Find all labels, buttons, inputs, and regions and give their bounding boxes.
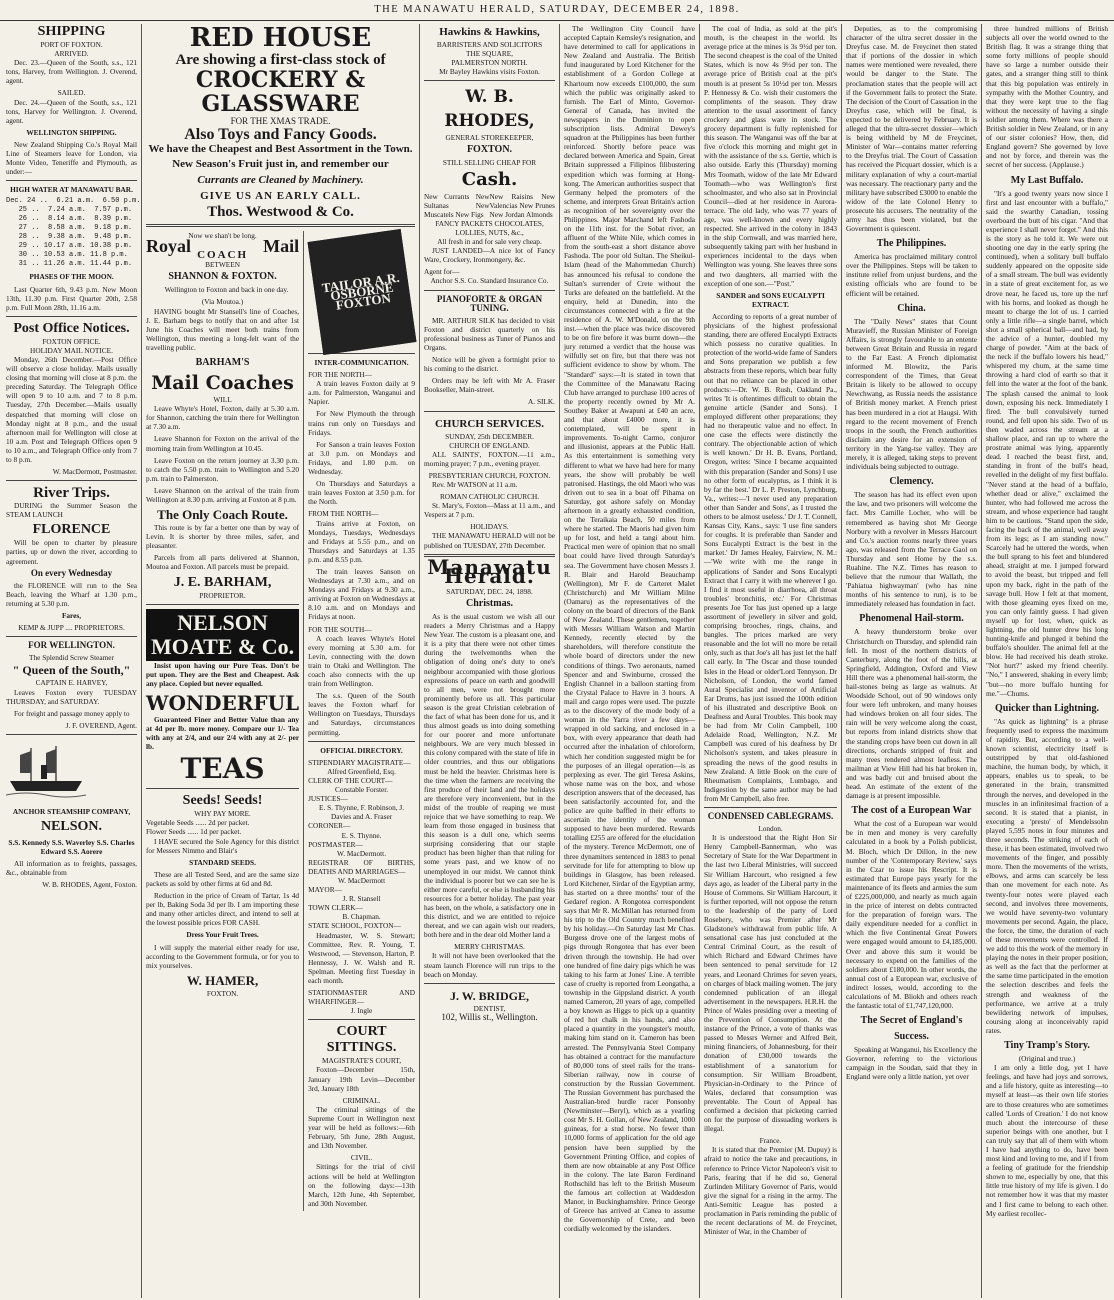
north-1: A train leaves Foxton daily at 9 a.m. for Palmerston, Wanganui and Napier. (308, 379, 415, 407)
coach-line-2: Leave Shannon for Foxton on the arrival of the morning train from Wellington at 10.45. (146, 434, 300, 453)
early-call-text: GIVE US AN EARLY CALL. (200, 190, 361, 202)
storekeeper: GENERAL STOREKEEPER, (445, 133, 534, 143)
will-word: WILL (213, 395, 232, 405)
steamship-icon (6, 743, 86, 798)
silk-notice: Notice will be given a fortnight prior to his coming to the district. (424, 355, 555, 374)
holiday-mail-heading: HOLIDAY MAIL NOTICE. (30, 345, 113, 355)
north-4: On Thursdays and Saturdays a train leaves Foxton at 3.50 p.m. for the North. (308, 479, 415, 507)
rhodes-agent: W. B. RHODES, Agent, Foxton. (42, 880, 137, 890)
success-text: Speaking at Wanganui, his Excellency the Governor, referring to the victorious campaign in the Soudan, said that they in England were only a little nation, yet over (846, 1045, 977, 1082)
proprietor-word: PROPRIETOR. (199, 590, 246, 600)
divider (6, 180, 137, 181)
coach-advert (146, 231, 304, 1211)
goods-list (424, 192, 555, 219)
moon-text: Last Quarter 6th, 9.43 p.m. New Moon 13th, 11.30 p.m. First Quarter 20th, 2.58 p.m. Full Moon 28th, 11.16 a.m. (6, 284, 137, 312)
criminal-heading: CRIMINAL. (342, 1095, 381, 1105)
cash-word: Cash. (461, 168, 518, 190)
divider (146, 788, 299, 789)
presbyterian-text: Rev. Mr WATSON at 11 a.m. (432, 480, 518, 489)
still-selling: STILL SELLING CHEAP FOR (442, 158, 537, 168)
crockery-heading: CROCKERY & GLASSWARE (195, 67, 366, 117)
seeds-heading: Seeds! Seeds! (182, 793, 263, 809)
sailed-text: Dec. 24.—Queen of the South, s.s., 121 tons, Harvey for Wellington. J. Overend, agent. (6, 97, 137, 125)
dentist-address: 102, Willis st., Wellington. (441, 1011, 538, 1022)
france-heading: France. (759, 1136, 782, 1146)
christmas-text: As is the usual custom we wish all our readers a Merry Christmas and a Happy New Year. The custom is a pleasant one, and it is a pity that there were not other times during the twelvemonths when the obligation of doing one's duty to one's neighbour accompanied with those glorious expressions of peace on earth and goodwill to all men, were not brought more prominently before us all. This particular season is the great Christian celebration of the fact of what has been done for us, and it thus almost goads us into doing something for our poorer and more unfortunate neighbours. We are very much blessed in this colony compared with the state of life in older countries, and thus our obligations must be held the heavier. Christmas here is the time when the farmers are receiving the first produce of their land and the holidays are therefore very inconvenient, but in the midst of the trouble of reaping we must rejoice that we have something to reap. We learn from those engaged in business that this season is a dull one, which seems surprising considering that our staple product has been higher than that ruling for some years past, and we know of no unemployed in our midst. We cannot think the individual is poorer but we can see he is either more careful, or else is husbanding his resources for a better holiday. The past year has been, on the whole, a satisfactory one in this district, and we are entitled to rejoice thereat, and we can again wish our readers, both here and in the dear old Mother land a (424, 611, 555, 940)
wednesday-heading: On every Wednesday (30, 567, 113, 578)
divider (308, 1019, 415, 1020)
cablegrams-heading: CONDENSED CABLEGRAMS. (707, 810, 834, 821)
flower-seeds: Flower Seeds ...... 1d per packet. (146, 827, 242, 837)
church-of-england: CHURCH OF ENGLAND. (449, 440, 530, 450)
from-north-text: Trains arrive at Foxton, on Mondays, Tuesdays, Wednesdays and Fridays at 5.55 p.m., and on Thursdays and Saturdays at 1.35 p.m. and 8.55 p.m. (308, 518, 415, 564)
justices-label: JUSTICES— (308, 794, 348, 804)
via-text: (Via Moutoa.) (201, 297, 244, 307)
divider (6, 480, 137, 481)
school-label: STATE SCHOOL, FOXTON— (308, 921, 401, 931)
column-advertisements (142, 24, 420, 1298)
mayor-value: J. R. Stansell (342, 894, 381, 904)
postmaster-signature: W. MacDermott, Postmaster. (52, 467, 137, 477)
buffalo-text: "It's a good twenty years now since I first and last encounter with a buffalo," said the swarthy Canadian, tossing overboard the butt of his cigar. "And that experience I shall never forget." And this is the story as he told it. We were out shooting one day in the early spring (he continued), when a solitary bull buffalo suddenly appeared on the opposite side of a small stream. The bull was evidently in a state of great excitement for, as we drove near, he faced us, tore up the turf with his horns, and looked as though he meant to charge the lot of us. I carried only a little rifle—a single barrel, which shot a small spherical ball—and had, by the advice of a hunter, doubled my charge of powder. "Aim at the back of the neck if the buffalo lowers his head," whispered my chum, at the same time throwing a hard clod of earth so that it fell into the water at the foot of the bank. The splash caused the animal to look down, exposing his neck. Immediately I fired. The bull convulsively turned round, and fell upon his side. Two of us then waded across the stream at a shallow place, and ran up to where the prostrate animal was lying, apparently dead. I reached the beast first, and, standing in front of the bull's head, revelled in the delight of my first buffalo. "Never stand at the head of a buffalo, whether dead or alive," exclaimed the hunter, who had followed me across the stream, and whose experience had taught him to be cautious. "Stand upon the side, facing the back of the animal, well away from its legs; as I am standing now." Scarcely had he uttered the words, when the bull sprang to his feet and blundered ahead, straight at me. I jumped forward to avoid the beast, but tripped and fell upon my back, right in the path of the savage bull. How I felt at that moment, with those gleaming eyes fixed on me, you can only faintly guess. I had given myself up for lost, when, quick as lightning, the old hunter drew his long hunting-knife and plunged it behind the buffalo's shoulder. The animal fell at the blow. He had received his death stroke. "Not hurt?" asked my friend cheerily. "No," I answered, shaking in every limb; "but—no more buffalo hunting for me."—Chums. (986, 188, 1108, 698)
royal-word: Royal (146, 236, 191, 257)
insist-text: Insist upon having our Pure Teas. Don't be put upon. They are the Best and Cheapest. Ask any place. Copied but never equalled. (146, 660, 300, 688)
divider (146, 224, 415, 227)
london-heading: London. (758, 824, 783, 834)
queen-of-the-south: " Queen of the South," (12, 663, 131, 678)
bridge-name: J. W. BRIDGE, (449, 988, 530, 1003)
divider (6, 636, 137, 637)
war-cost-text: What the cost of a European war would be in men and money is very carefully calculated in a book by a Polish publicist, M. Bloch, which Dr Dillon, in the new number of the 'Contemporary Review,' says in the Czar to issue his Rescript. It is estimated that Europe pays yearly for the maintenance of its fleets and armies the sum of £225,000,000, and nearly as much again in the price of interest on debts contracted for the preparation of foreign wars. The daily expenditure needed for a conflict in which the five Continental Great Powers were engaged would amount to £4,185,000. Over and above this sum it would be necessary to expend on the families of the soldiers about £180,000. In other words, the annual cost of a European war, exclusive of indirect losses, would, according to the calculations of M. Bliokh and others reach the fantastic total of £1,747,120,000. (846, 819, 977, 1011)
town-clerk-value: B. Chapman. (342, 912, 381, 922)
sailed-heading: SAILED. (57, 88, 86, 98)
arrived-text: Dec. 23.—Queen of the South, s.s., 121 tons, Harvey, from Wellington. J. Overend, agent. (6, 58, 137, 86)
tide-heading: HIGH WATER AT MANAWATU BAR. (10, 185, 133, 195)
column-stories (982, 24, 1112, 1298)
coroner-value: E. S. Thynne. (341, 830, 382, 840)
silk-orders: Orders may be left with Mr A. Fraser Bookseller, Main-street. (424, 376, 555, 395)
town-clerk-label: TOWN CLERK— (308, 903, 363, 913)
sanson-text: The train leaves Sanson on Wednesdays at 7.30 a.m., and on Mondays and Fridays at 9.30 a.m., arriving at Foxton on Wednesdays at 8.10 a.m. and on Mondays and Fridays at noon. (308, 566, 415, 622)
column-editorial (420, 24, 560, 1298)
from-north: FROM THE NORTH— (308, 509, 379, 519)
tramp-sub: (Original and true.) (1018, 1054, 1076, 1064)
tailor-and-directory (304, 231, 415, 1211)
philippines-heading: The Philippines. (876, 238, 947, 250)
tramp-heading: Tiny Tramp's Story. (1004, 1040, 1090, 1052)
shaking-text: Now we shan't be long. (188, 231, 257, 240)
wellington-shipping-heading: WELLINGTON SHIPPING. (26, 127, 117, 137)
splendid-steamer: The Splendid Screw Steamer (29, 653, 114, 663)
for-north: FOR THE NORTH— (308, 370, 372, 380)
herald-notice: THE MANAWATU HERALD will not be published on TUESDAY, 27th December. (424, 531, 555, 550)
church-services-heading: CHURCH SERVICES. (434, 417, 545, 430)
dress-trees: Dress Your Fruit Trees. (186, 930, 259, 940)
divider (424, 983, 555, 984)
north-3: For Sanson a train leaves Foxton at 3.0 p.m. on Mondays and Fridays, and 1.80 p.m. on Wednesday. (308, 439, 415, 477)
quicker-text: "As quick as lightning" is a phrase frequently used to express the maximum of rapidity. But, according to a well-known scientist, electricity itself is outstripped by that old-fashioned machine, the human body, by which, it appears, enables us to speak, to be generated in the brain, transmitted through the nerves, and developed in the muscles in an infinitesimal fraction of a second. It is stated that a pianist, in executing a 'presto' of Mendelssohn played 5,595 notes in four minutes and three seconds. The striking of each of these, it has been estimated, involved two movements of the finger, and possibly more. Then the movements of the wrists, elbows, and arms can scarcely be less than one movement for each note. As twenty-four notes were played each second, and involves three movements, we would have seventy-two voluntary movements per second. Again, the place, the force, the time, the duration of each of these movements were controlled. If we add to this the work of the memory in playing the notes in their proper position, as well as the fact that the performer at the same time participated in the emotion the selection describes and feels the strength and weakness of the performance, we arrive at a truly bewildering network of impulses, coursing along at inconceivably rapid rates. (986, 716, 1108, 1035)
info-text: All information as to freights, passages, &c., obtainable from (6, 859, 137, 878)
magistrates-dates: Foxton—December 15th, January 19th Levin—December 3rd, January 18th (308, 1065, 415, 1093)
war-cost-heading: The cost of a European War (851, 805, 972, 817)
xmas-text: FOR THE XMAS TRADE. (230, 116, 331, 126)
registrar-label: REGISTRAR OF BIRTHS, DEATHS AND MARRIAGES— (308, 857, 415, 876)
registrar-value: W. MacDermott (337, 875, 386, 885)
anchor-company: ANCHOR STEAMSHIP COMPANY, (12, 806, 131, 816)
sanders-text: According to reports of a great number of physicians of the highest professional standing, there are offered Eucalypti Extracts which possess no curative qualities. In protection of the world-wide fame of Sanders and Sons preparation we publish a few abstracts from these reports, which bear fully out that no reliance can be placed in other products:—Dr. W. B. Rush, Oakland Pa., writes 'It is oftentimes difficult to obtain the genuine article (Sander and Sons). I employed different other preparations; they had no therapeutic value and no effect. In one case the effects were distinctly the contrary. The objectionable action of which is well known.' Dr H. B. Evans, Portland, Oregon, writes: 'Since I became acquainted with this preparation (Sander and Sons) I use no other form of eucalyptus, as I think it is by far the best.' Dr L. P. Preston, Lynchburg, Va., writes:—'I never used any preparation other than Sander and Sons', as I trusted the others to be almost useless.' Dr J. T. Connell, Kansas City, Kans., says: 'I use fine sanders for coughs. It is preferable than Sander and Sons Eucalypti Extract is the best in the market.' Dr James Healey, Fairview, N. M.:—'We write with me the range in applications of Sander and Sons Eucalypti Extract that I carry it with me wherever I go. I find it most useful in diarrhoea, all throat troubles' bronchitis, etc.' For Christmas presents Joe Tor has just opened up a large assortment of jewellery in silver and gold, comprising brooches, rings, chains, and bangles. The prices marked are very reasonable and the lot will no more be retail only, such as that Joe's all has just let the half call early. In 'The Oscar and those tounded Isles in the Head or older'Lord Tennyson. Dr Nicholson, of London, the world famed Aural Specialist and inventor of Artificial Ear Drums, has just issued the 100th edition of his illustrated and descriptive Book on Deafness and Aural Troubles. This book may be had from Mr Colin Campbell, 100 Adelaide Road, Wellington, N.Z. Mr Campbell was cured of his deafness by Dr Nicholson's system, and takes pleasure in spreading the news of the good results in New Zealand. A little Book on the cure of Rheumatism Complaints, Lumbago, and Indigestion by the same author may be had from Mr Campbell, also free. (704, 311, 837, 803)
agent-for: Agent for— (424, 267, 460, 277)
silk-signature: A. SILK. (528, 397, 555, 407)
coach-line-4: Leave Shannon on the arrival of the train from Wellington at 8.30 p.m. arriving at Foxton at 8 p.m. (146, 485, 300, 504)
local-news-text: The Wellington City Council have accepted Captain Kemsley's resignation, and have determined to call for applications in New Zealand and Australia. The British fund inaugurated by Lord Kitchener for the establishment of a Gordon College at Khartoum now exceeds £100,000, the sum which the public was originally asked to furnish. The Earl of Minto, Governor-General of Canada, has invited the newspapers in the Dominion to open subscription lists. Admiral Dewey's squadron at the Philippines has been further reinforced. Shortly before peace was declared between America and Spain, Great Britain suppressed a Filipinos filibustering expedition which was forming at Hong-kong. The American authorities suspect that Germany helped the promoters of the scheme, and interprets Great Britain's action as recognition of her sovereignty over the Philippines. Major Marchand left Fashoda on the 11th inst. for the Sobat river, an affluent of the White Nile, which comes in from the south-east a short distance above Fashoda. The poor old Sultan. The Sheikul-Islam (head of the Mahommedan Church) has announced his refusal to condone the Sultan's surrender of Crete without the Turks are defeated on the battlefield. At the enquiry, held at Dunedin, into the circumstances connected with a fire at the residence of A. W. M'Donald, on the 9th inst.—when the place was twice discovered to be on fire before it was burnt down—the jury returned a verdict that the house was wilfully set on fire, but that there was not sufficient evidence to show by whom. The "Standard" says:—It is stated in town that the Committee of the Manawatu Racing Club have arranged to purchase 100 acres of the property recently owned by Mr A. Southey Baker at Awapuni at £40 an acre, and that about £4000 more, it is contemplated, will be spent in improvements. To-night Carmo, conjuror and illusionist, appears at the Public Hall. As this entertainment is something very different to what we have had here for many years, the show will probably be well patronised. Hastings, the old Maori who was driven out to sea in a boat off Pihama on Saturday, got ashore safely on Monday afternoon in a greatly exhausted condition, on the Teraikaia Beach, 50 miles from where he started. The Maoris had given him up for lost, and held a tangi about him. Practical men were of opinion that no small boat could have lived through Saturday's sea. The Government have chosen Messrs J. R. Blair and Harold Beauchamp (Wellington), Mr F. de Carteret Malet (Christchurch) and Mr William Milne (Oamaru) as the representatives of the colony on the board of directors of the Bank of New Zealand. These gentlemen, together with Messrs William Watson and Martin Kennedy, recently elected by the shareholders, will therefore constitute the whole board of directors under the new conditions of things. Two aeronauts, named Spencer and and Swinburne, crossed the English Channel in a balloon starting from the Crystal Palace to Havre in 3 hours. A mail and cargo ropes were used. The puzzle as to the discovery of the mode body of a woman in the Yarra river a few days—wrapped in old sacking, and enclosed in a box, with every appearance that death had occurred after the inhalation of chloroform, which her condition suggested might be for the purposes of an illegal operation—is as perplexing as ever. The girl Teresa Askins, whose name was on the box, and whose description answers that of the deceased, has been satisfactorily accounted for, and the police are quite baffled in their efforts to ascertain the identity of the woman supposed to have been murdered. Rewards totalling £255 are offered for the elucidation of the mystery. Terence McDermott, one of three dynamiters sentenced in 1883 to penal servitude for life for attempting to blow up buildings in Glasgow, has been released. Lord Kitchener, Sirdar of the Egyptian army, has started on a three months' tour of the Gedaref region. A Rongotea correspondent says that Mr R. McMillan has returned from his trip to the Old Country much benefited by his holiday.—On Saturday last Mr Chas. Burgess drove one of the largest mobs of pigs through Rongotea that has ever been driven through the township. He had over one hundred of fine dairy pigs which he was taking to his farm at Jones' Line. A terrible case of cruelty is reported from Leongatha, a township in the Gippsland district. A youth named Cameron, 20 years of age, compelled a boy known as Higgs to pick up a quantity of red hot chalk in his hands, and also placed a quantity in the youngster's mouth, making him stand on it. Cameron has been arrested. The Pennsylvania Steel Company has obtained a contract for the manufacture of 80,000 tons of steel rails for the trans-Siberian railway, now in course of construction by the Russian Government. The Russian Government has purchased the Australian-bred hurdle racer Ponsonby (Newminster—Beryl), which as a yearling cost Mr S. H. Gollan, of New Zealand, 1000 guineas, for a stud horse. No fewer than 10,000 forms of application for the old age pension have been supplied by the Government Printing Office, and copies of them are now obtainable at any Post Office in the colony. The late Baron Ferdinand Rothschild has left to the British Museum the famous art collection at Waddesdon Manor, in Buckinghamshire. Prince George of Greece has arrived at Canea to assume the Governorship of Crete, and been cordially welcomed by the islanders. (564, 24, 695, 1234)
palmerston: PALMERSTON NORTH. (451, 58, 528, 68)
sunday-date: SUNDAY, 25th DECEMBER. (445, 431, 534, 441)
sanders-heading: SANDER and SONS EUCALYPTI EXTRACT. (716, 290, 825, 309)
clerk-value: Constable Forster. (334, 785, 389, 795)
philippines-text: America has proclaimed military control over the Philippines. Steps will be taken to institute relief from unjust burdens, and the existing officials who are found to be efficient will be retained. (846, 252, 977, 298)
wellington-text: Wellington to Foxton and back in one day. (164, 285, 289, 295)
port-heading: PORT OF FOXTON. (40, 40, 103, 49)
dentist-word: DENTIST, (473, 1003, 506, 1013)
issue-date: SATURDAY, DEC. 24, 1898. (446, 586, 533, 596)
china-text: The "Daily News" states that Count Muravieff, the Russian Minister of Foreign Affairs, is strongly favourable to an entente between Great Britain and Russia in regard to the Far East. A French diplomatist informed M. Blowitz, the Paris correspondent of the Times, that Great Britain is likely to be allowed to occupy Newchwang, as Russia needs the assistance of British money market. A French priest has been murdered in a riot at Haugsi. With regard to the recent movement of French troops in the south, the French authorities disclaim any desire for an extension of territory in the Yang-tse valley. They are merely, it is alleged, taking steps to prevent individuals being subjected to outrage. (846, 316, 977, 472)
why-pay-more: WHY PAY MORE. (194, 809, 251, 819)
post-office-text: Monday, 26th December.—Post Office will observe a close holiday. Mails usually closing that morning will close at 8 p.m. the preceding Saturday. The Telegraph Office will open 9 to 10 a.m. and 7 to 8 p.m. Tuesday, 27th December.—Mails usually despatched that morning will close on Monday night at 8 p.m., and the usual afternoon mail for Wellington will close at 10 a.m. Post and Telegraph Offices open 9 to 10 a.m., and Telegraph Office only from 7 to 8 p.m. (6, 354, 137, 464)
station-value: J. Ingle (350, 1006, 373, 1016)
clemency-heading: Clemency. (889, 476, 934, 488)
dreyfus-text: Deputies, as to the compromising character of the ultra secret dossier in the Dreyfus case. M. de Freycinet then stated that if portions of the dossier in which names were mentioned were revealed, there would be danger to the State. The proclamation states that the people will act if the Government fails to protect the State. The decision of the Court of Cassation in the Dreyfus case, which will be final, is expected to be delivered by February. It is alleged that the ultra-secret dossier—which is being withheld by M de Freycinet, Minister of War—contains matter referring to the Dreyfus trial. The Court of Cassation has received the Picquart dossier, which is a military explanation of why a court-martial was necessary. The reactionary party and the military have subscribed £3000 to enable the widow of the late Colonel Henry to prosecute his accusers. The neutrality of the army has thus been violated, but the Government is quiescent. (846, 24, 977, 234)
florence-heading: FLORENCE (32, 522, 111, 538)
piano-tuning-heading: PIANOFORTE & ORGAN TUNING. (436, 293, 543, 313)
clerk-label: CLERK OF THE COURT— (308, 775, 393, 785)
divider (424, 411, 555, 412)
column-shipping (2, 24, 142, 1298)
presbyterian: PRESBYTERIAN CHURCH, FOXTON. (428, 470, 551, 480)
stip-label: STIPENDIARY MAGISTRATE— (308, 757, 411, 767)
south-1: A coach leaves Whyte's Hotel every morning at 5.30 a.m. for Levin, connecting with the down train to Otaki and Wellington. The coach also connects with the up train from Wellington. (308, 633, 415, 689)
official-directory-heading: OFFICIAL DIRECTORY. (320, 745, 403, 755)
buffalo-heading: My Last Buffalo. (1010, 174, 1084, 186)
clemency-text: The season has had its effect even upon the law, and two prisoners will welcome the fact. Mrs Camille Locher, who will be remembered as having shot Mr George Norbury with a revolver in Messrs Harcourt and Co.'s auction rooms nearly three years ago, was released from the Terrace Gaol on Thursday and sent Home by the s.s. Ruahine. The N.Z. Times has reason to believe that the rumour that Wallath, the 'Pahiatua highwayman' (who has nine months of his sentence to run), is to be immediately released has foundation in fact. (846, 490, 977, 609)
tailor-logo: TAILOR A.R. OSBORNE FOXTON (307, 229, 416, 355)
goods-right: New Raisins New Valencias New Prunes New Jordan Almonds (489, 191, 555, 219)
florence-text: Will be open to charter by pleasure parties, up or down the river, according to agreement. (6, 538, 137, 566)
only-coach-heading: The Only Coach Route. (157, 507, 288, 523)
parcels-text: Parcels from all parts delivered at Shannon, Moutoa and Foxton. All parcels must be prepaid. (146, 553, 300, 572)
secured-text: I HAVE secured the Sole Agency for this district for Messers Nimmo and Blair's (146, 836, 300, 855)
post-office-heading: Post Office Notices. (13, 320, 130, 336)
divider (308, 741, 415, 742)
success-heading: The Secret of England's Success. (860, 1015, 963, 1043)
postmaster-value: W. MacDermott. (337, 848, 387, 858)
nelson-heading: NELSON. (40, 819, 103, 835)
between-word: BETWEEN (205, 260, 240, 270)
divider (146, 604, 299, 605)
toys-text: Also Toys and Fancy Goods. (184, 126, 377, 143)
merry-christmas: MERRY CHRISTMAS. (454, 942, 525, 952)
reduction-text: Reduction in the price of Cream of Tartar, 1s 4d per lb, Baking Soda 3d per lb. I am importing these and many other articles direct, and intend to sell at the lowest possible prices FOR CASH. (146, 891, 300, 928)
tested-text: These are all Tested Seed, and are the same size packets as sold by other firms at 6d and 8d. (146, 869, 300, 888)
divider (704, 807, 837, 808)
quicker-heading: Quicker than Lightning. (994, 702, 1099, 714)
stip-value: Alfred Greenfield, Esq. (327, 766, 396, 776)
having-text: HAVING bought Mr Stansell's line of Coaches, J. E. Barham begs to notify that on and after 1st June his Coaches will meet both trains from Wellington, thus meeting a long-felt want of the travelling public. (146, 306, 300, 352)
criminal-text: The criminal sittings of the Supreme Court in Wellington next year will be held as follows:—6th February, 5th June, 28th August, and 13th November. (308, 1104, 415, 1151)
north-2: For New Plymouth the through trains run only on Tuesdays and Fridays. (308, 409, 415, 437)
agencies: Anchor S.S. Co. Standard Insurance Co. (430, 276, 549, 286)
barham-name: J. E. BARHAM, (173, 574, 272, 590)
closing-note: It will not have been overlooked that the steam launch Florence will run trips to the beach on Monday. (424, 951, 555, 979)
supply-text: I will supply the material either ready for use, according to the Government formula, or for you to mix yourselves. (146, 942, 300, 970)
leaves-text: Leaves Foxton every TUESDAY THURSDAY, and SATURDAY. (6, 687, 137, 706)
france-text: It is stated that the Premier (M. Dupuy) is afraid to notice the take and precautions, in reference to Prince Victor Napoleon's visit to Paris, fearing that if he did so, General Zurlinden Military Governor of Paris, would give the signal for a rising in the army. The Anti-Semitic League has posted a proclamation in Paris reminding the public of the recent declarations of M. de Freycinet, Minister of War, in the Chamber of (704, 1145, 837, 1237)
for-south: FOR THE SOUTH— (308, 624, 372, 634)
wednesday-text: the FLORENCE will run to the Sea Beach, leaving the Wharf at 1.30 p.m., returning at 5.30 p.m. (6, 580, 137, 608)
landed-text: JUST LANDED—A nice lot of Fancy Ware, Crockery, Ironmongery, &c. (424, 246, 555, 265)
civil-heading: CIVIL. (350, 1153, 373, 1163)
river-trips-text: DURING the Summer Season the STEAM LAUNCH (6, 501, 137, 520)
moon-heading: PHASES OF THE MOON. (29, 272, 114, 282)
christmas-heading: Christmas. (466, 597, 513, 609)
station-label: STATIONMASTER AND WHARFINGER— (308, 988, 415, 1007)
overend-agent: J. F. OVEREND, Agent. (65, 720, 137, 730)
river-trips-heading: River Trips. (33, 485, 110, 502)
fancy-packets: FANCY PACKETS CHOCOLATES, LOLLIES, NUTS, &c., (435, 218, 544, 237)
kemp-jupp: KEMP & JUPP .... PROPRIETORS. (18, 623, 125, 633)
foxton-word: FOXTON. (466, 144, 513, 156)
fares-heading: Fares, (61, 611, 82, 621)
ship-list: S.S. Kennedy S.S. Waverley S.S. Charles Edward S.S. Aorere (8, 838, 135, 857)
magistrates-court: MAGISTRATE'S COURT, (322, 1056, 402, 1066)
fresh-text: All fresh in and for sale very cheap. (437, 237, 542, 247)
shannon-foxton: SHANNON & FOXTON. (168, 271, 277, 283)
mayor-label: MAYOR— (308, 885, 342, 895)
hawkins-heading: Hawkins & Hawkins, (439, 26, 540, 38)
vegetable-seeds: Vegetable Seeds ...... 2d per packet. (146, 818, 250, 828)
success-continued: three hundred millions of British subjects all over the world owned to the British flag. It was a strange thing that some forty millions of people should have so large a number outside their gates, and a stranger thing still to think that this big population was entirely in sympathy with the Mother Country, and that they were kept true to the flag without the necessity of having a single soldier among them. Where was there a British soldier in New Zealand, or in any of our sister colonies? How, then, did England govern? She governed by love and not by force, and therein was the secret of her success. (Applause.) (986, 24, 1108, 170)
divider (424, 80, 555, 81)
hawkins-visits: Mr Bayley Hawkins visits Foxton. (439, 67, 540, 77)
route-text: This route is by far a better one than by way of Levin. It is shorter by three miles, safer, and pleasanter. (146, 523, 300, 551)
divider (6, 734, 137, 735)
goods-left: New Currants New Sultanas New Muscatels New Figs (424, 191, 490, 219)
standard-seeds: STANDARD SEEDS. (189, 857, 256, 867)
nelson-moate-logo: NELSON MOATE & Co. (146, 609, 299, 661)
coach-line-3: Leave Foxton on the return journey at 3.30 p.m. to catch the 5.50 p.m. train to Wellington and 5.20 p.m. train to Palmerston. (146, 455, 300, 483)
holidays-heading: HOLIDAYS. (470, 522, 509, 532)
barhams-heading: BARHAM'S (195, 357, 250, 369)
for-wellington-heading: FOR WELLINGTON. (28, 640, 115, 651)
wellington-shipping-text: New Zealand Shipping Co.'s Royal Mail Line of Steamers leave for London, via Monte Video, Teneriffe and Plymouth, as under:— (6, 139, 137, 177)
hamer-name: W. HAMER, (186, 972, 259, 988)
hailstorm-heading: Phenomenal Hail-storm. (859, 613, 964, 625)
silk-text: MR. ARTHUR SILK has decided to visit Foxton and district quarterly on his professional business as Tuner of Pianos and Organs. (424, 315, 555, 352)
currants-text: Currants are Cleaned by Machinery. (197, 174, 364, 186)
tramp-text: I am only a little dog, yet I have feelings, and have had joys and sorrows, and a life history, quite as interesting—to myself at least—as their own life stories are to those creatures who are sometimes called 'Lords of Creation.' I do not know much about the intercourse of these superior beings with one another, but I can truly say that all of them with whom I have had anything to do, have been most kind and loving to me, and if I from a feeling of gratitude for the friendship shown to me, especially by one, that this little true history of my life is given. I do not remember how it was that my master and I first came to belong to each other. My earliest recollec- (986, 1063, 1108, 1218)
civil-text: Sittings for the trial of civil actions will be held at Wellington on the following days:—13th March, 12th June, 4th September, and 30th November. (308, 1162, 415, 1208)
the-square: THE SQUARE, (465, 49, 514, 59)
paper-name: Manawatu Herald. (427, 554, 552, 588)
coach-line-1: Leave Whyte's Hotel, Foxton, daily at 5.30 a.m. for Shannon, catching the train there for Wellington at 7.30 a.m. (146, 404, 300, 432)
divider (6, 316, 137, 317)
post-office-sub: FOXTON OFFICE. (42, 336, 101, 346)
columns (2, 24, 1112, 1298)
cables-text: It is understood that the Right Hon Sir Henry Campbell-Bannerman, who was Secretary of State for the War Department in the last two Liberal Ministries, will succeed Sir William Harcourt, who resigned a few days ago, as leader of the Liberal party in the House of Commons. Sir William Harcourt, it is further reported, will not oppose the return to the leadership of the party of Lord Rosebery, who was Premier after Mr Gladstone's withdrawal from public life. A sensational case has just concluded at the Central Criminal Court, as the result of which Richard and Edward Chrimes have been sentenced to penal servitude for 12 years, and Leonard Chrimes for seven years, on charges of black mailing women. The jury condemned publication of an illegal advertisement in the newspapers. H.R.H. the Prince of Wales presiding over a meeting of the Prevention of Consumption. At the instance of the Prince, a vote of thanks was passed to Messrs Werner and Alfred Beit, mining financiers, of Johannesburg, for their donation of £30,000 towards the establishment of a sanatorium for consumption. Sir William Broadbent, Physician-in-Ordinary to the Prince of Wales, declared that consumption was preventable. The Court of Appeal has confirmed a decision that picketing carried on for the purpose of dissuading workers is illegal. (704, 833, 837, 1134)
fruit-text: New Season's Fruit just in, and remember our (172, 158, 389, 170)
column-foreign-news (842, 24, 982, 1298)
shipping-heading: SHIPPING (37, 24, 106, 39)
column-local-news (560, 24, 700, 1298)
westwood-name: Thos. Westwood & Co. (207, 204, 354, 220)
freight-text: For freight and passage money apply to (14, 708, 130, 718)
barristers: BARRISTERS AND SOLICITORS (436, 40, 543, 49)
mail-word: Mail (263, 236, 300, 257)
divider (424, 290, 555, 291)
china-heading: China. (897, 302, 926, 314)
red-house-heading: RED HOUSE (189, 24, 372, 53)
column-news-cables (700, 24, 842, 1298)
showing-text: Are showing a first-class stock of (175, 52, 386, 68)
hailstorm-text: A heavy thunderstorm broke over Christchurch on Thursday, and splendid rain fell. In most of the northern districts of Canterbury, along the foot of the hills, at Springfield, Addington, Oxford and View Hill there was a phenomenal hail-storm, the hail-stones being as large as walnuts. At Woodside School, out of 90 windows only four were left unbroken, and many houses had windows broken on all four sides. The rain will be very welcome along the coast, but reports from inland districts show that the standing crops have been cut down in all directions, orchards stripped of fruit and many trees rendered almost leafless. The mailman at View Hill had his hat broken in, and was badly cut and bruised about the head. An estimate of the extent of the damage is at present impossible. (846, 627, 977, 801)
all-saints: ALL SAINTS', FOXTON.—11 a.m., morning prayer; 7 p.m., evening prayer. (424, 449, 555, 468)
news-text: The coal of India, as sold at the pit's mouth, is the cheapest in the world. Its average price at the mines is 3s 9½d per ton. The second cheapest is the coal of the United States, which is now 4s 9½d per ton. The average price of British coal at the pit's mouth is at present 5s 10½d per ton. Messrs P. Hennessy & Co. wish their customers the compliments of the season. They draw attention to the usual assortment of fancy crockery and glass ware in stock. The grocery department is fully replenished for this season. The Wanganui was off the bar at five o'clock this morning and might get in with the assistance of the s.s. Gertie, which is also outside. Early this (Thursday) morning Mrs Toomath, widow of the late Mr Edward Toomath—who was Wellington's first schoolmaster, and who also sat in Provincial Council—died at her residence in Aurora-terrace. The old lady, who was 77 years of age, was well-known and every highly respected. She arrived in the colony in 1843 in the ship Cornwall, and was married here, subsequently taking part with her husband in experiences incidental to the days when Wellington was young. She leaves three sons and two daughters, all married with the exception of one son.—"Post." (704, 24, 837, 288)
wonderful-heading: WONDERFUL (146, 690, 300, 715)
rhodes-heading: W. B. RHODES, (444, 87, 535, 132)
hamer-town: FOXTON. (206, 988, 239, 998)
masthead: THE MANAWATU HERALD, SATURDAY, DECEMBER 24, 1898. (0, 0, 1114, 21)
cheapest-text: We have the Cheapest and Best Assortment in the Town. (148, 143, 413, 155)
coroner-label: CORONER— (308, 821, 351, 831)
south-2: The s.s. Queen of the South leaves the Foxton wharf for Wellington on Tuesdays, Thursdays and Saturdays, circumstances permitting. (308, 691, 415, 737)
postmaster-label: POSTMASTER— (308, 839, 363, 849)
court-sittings-heading: COURT SITTINGS. (326, 1024, 397, 1056)
roman-catholic: ROMAN CATHOLIC CHURCH. (439, 492, 540, 502)
roman-catholic-text: St. Mary's, Foxton—Mass at 11 a.m., and Vespers at 7 p.m. (424, 501, 555, 520)
school-value: Headmaster, W. S. Stewart; Committee, Rev. R. Young, T. Westwood, — Stevenson, Harton, P. Hennessy, J. W. Walsh and R. Spelman. Meeting first Tuesday in each month. (308, 930, 415, 985)
arrived-heading: ARRIVED. (54, 49, 89, 59)
coach-tailor-row (146, 231, 415, 1211)
guaranteed-text: Guaranteed Finer and Better Value than any at 4d per lb. more money. Compare our 1/- Tea with any at 2/4, and our 2/4 with any at 2/- per lb. (146, 714, 300, 752)
captain: CAPTAIN E. HARVEY, (35, 678, 108, 688)
mail-coaches-heading: Mail Coaches (151, 372, 294, 395)
justices-value: E. S. Thynne, F. Robinson, J. Davies and A. Fraser (319, 803, 405, 822)
teas-heading: TEAS (180, 752, 265, 786)
inter-communication-heading: INTER-COMMUNICATION. (314, 358, 409, 367)
tide-table: Dec. 24 .. 6.21 a.m. 6.50 p.m. 25 .. 7.24 a.m. 7.57 p.m. 26 .. 8.14 a.m. 8.39 p.m. 27 .. 8.58 a.m. 9.18 p.m. 28 .. 9.38 a.m. 9.48 p.m. 29 .. 10.17 a.m. 10.38 p.m. 30 .. 10.53 a.m. 11.8 p.m. 31 .. 11.26 a.m. 11.44 p.m. (6, 197, 141, 269)
coach-word: COACH (197, 249, 249, 262)
